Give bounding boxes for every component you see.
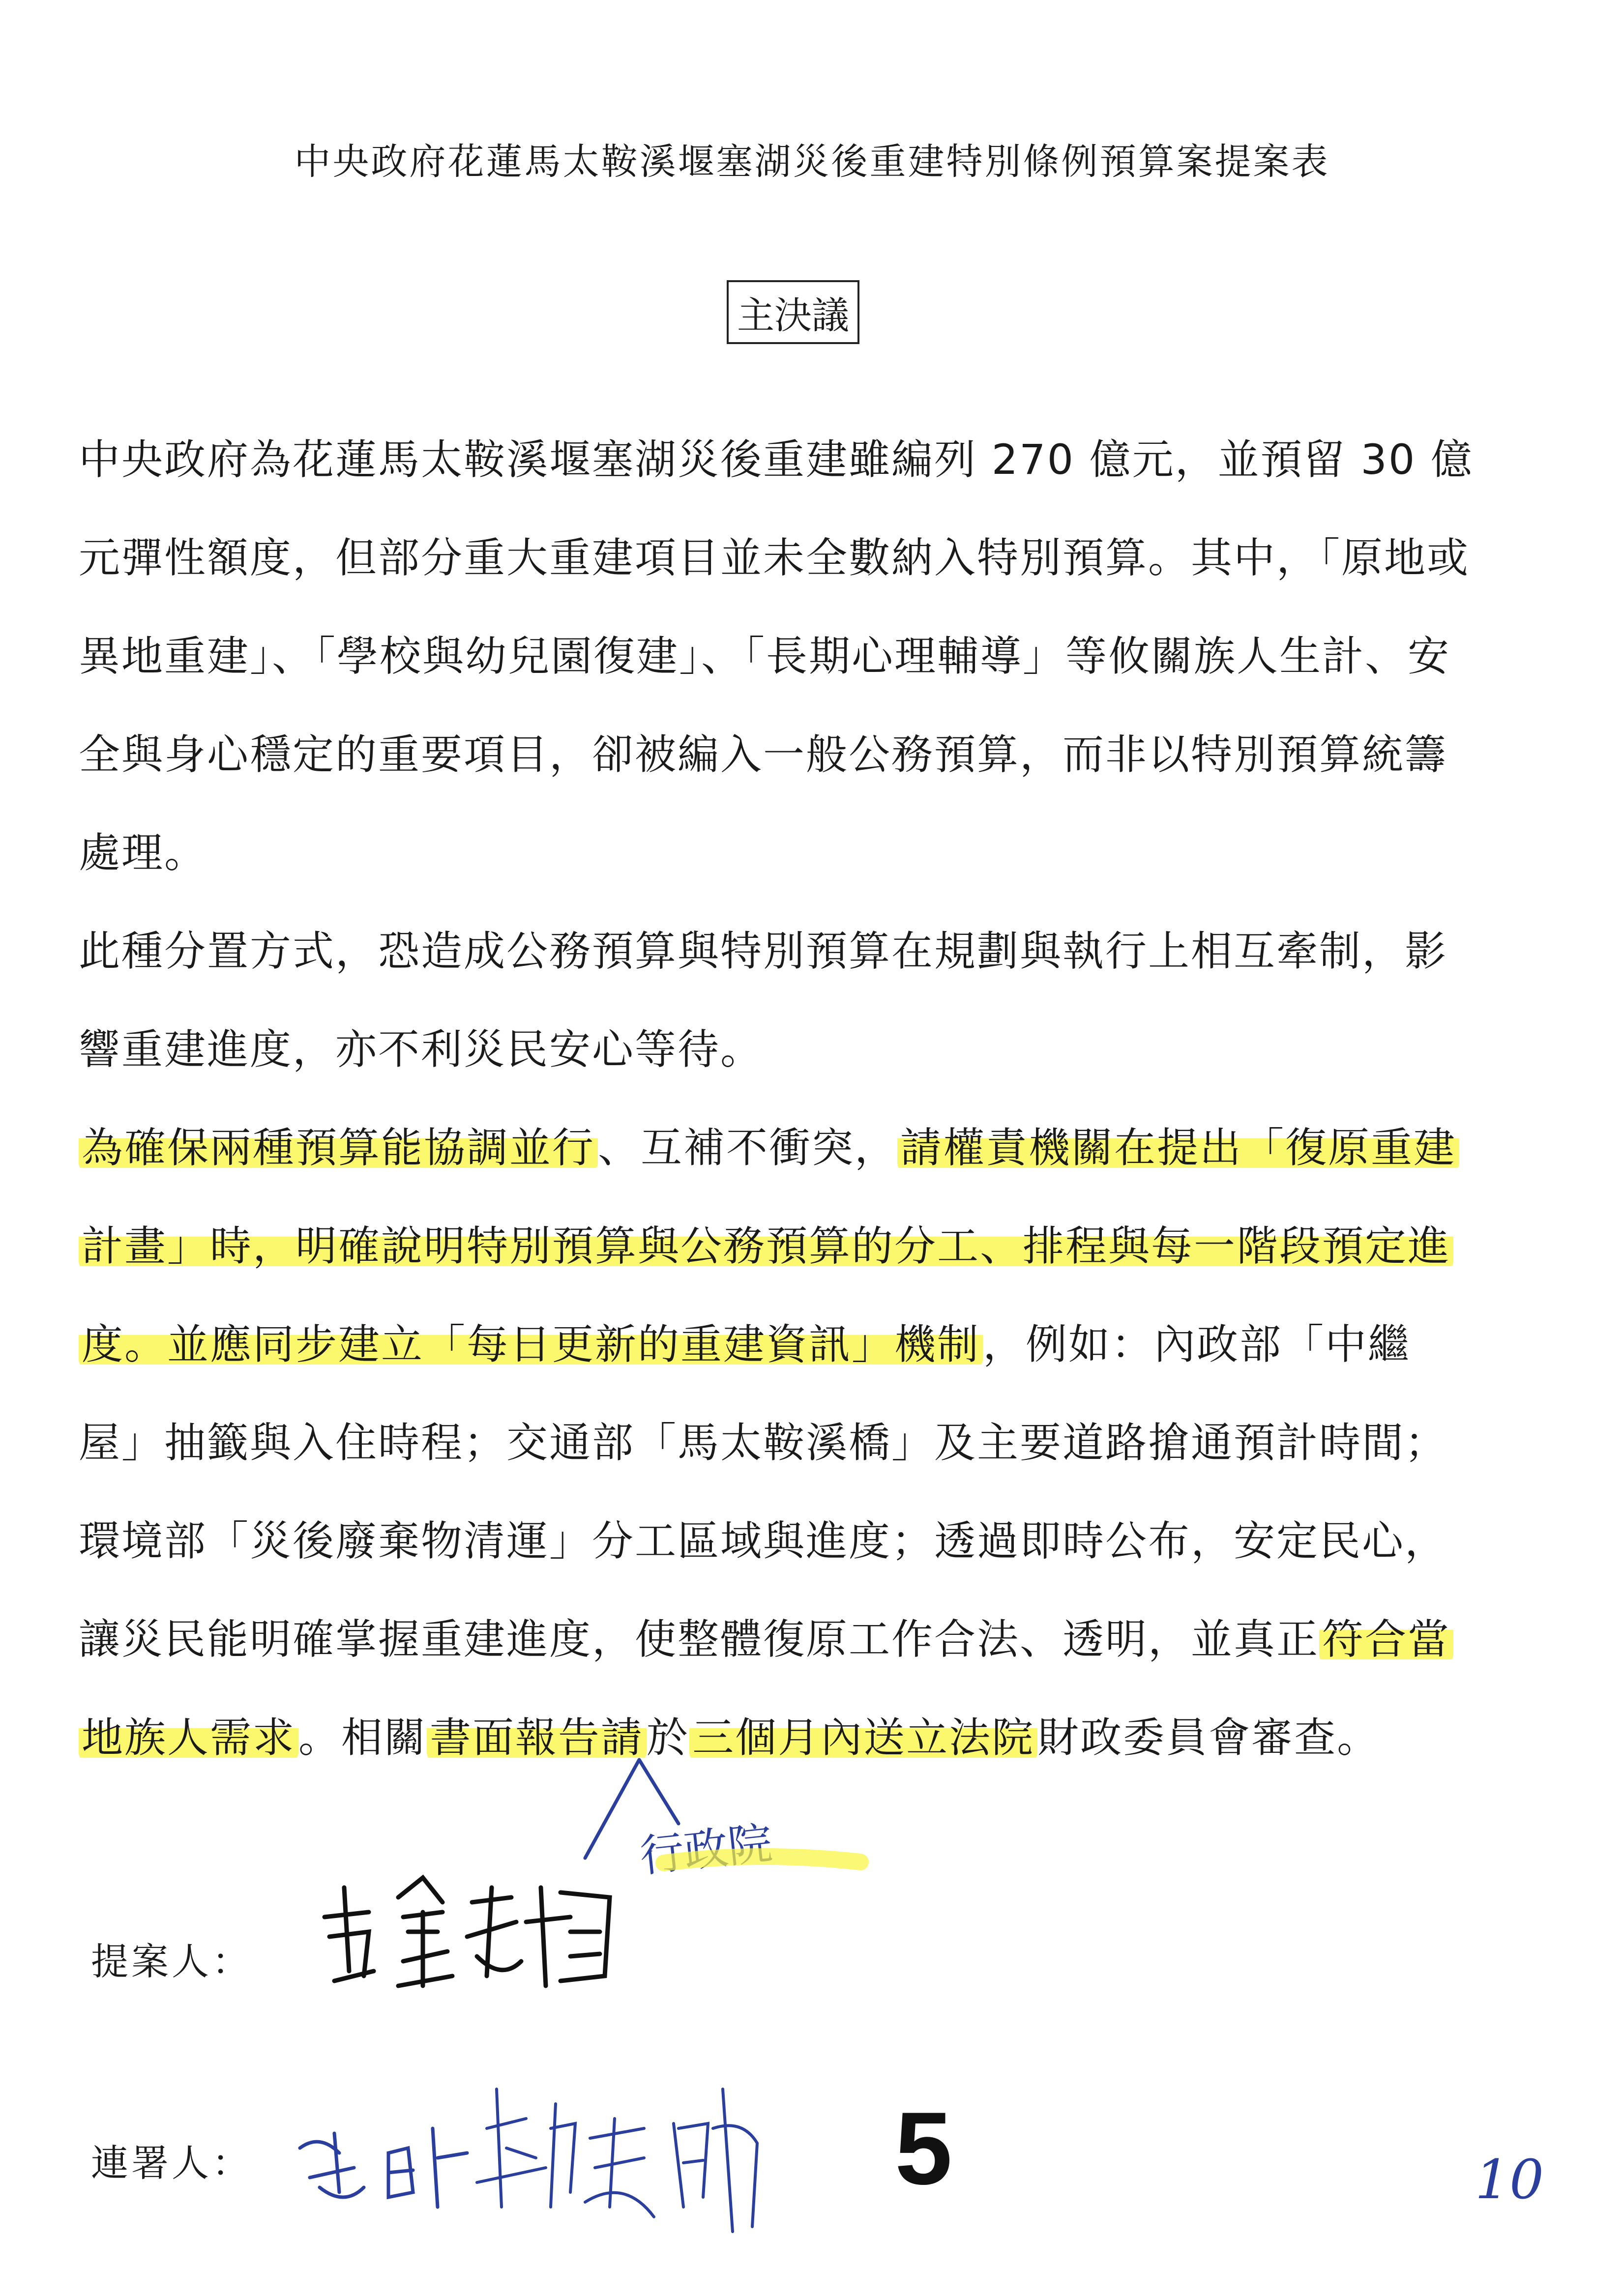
- paragraph-line: [79, 1121, 1459, 1175]
- highlighted-text: 計畫」時，明確說明特別預算與公務預算的分工、排程與每一階段預定進: [79, 1222, 1453, 1270]
- paragraph-line: [79, 1317, 1411, 1371]
- highlighted-text: 為確保兩種預算能協調並行: [79, 1124, 598, 1172]
- highlighted-text: 符合當: [1319, 1615, 1453, 1663]
- paragraph-line: 此種分置方式，恐造成公務預算與特別預算在規劃與執行上相互牽制，影: [79, 927, 1448, 975]
- plain-text: 、互補不衝突，: [598, 1124, 898, 1172]
- highlighted-text: 度。並應同步建立「每日更新的重建資訊」機制: [79, 1320, 983, 1368]
- section-label: 主決議: [737, 293, 849, 337]
- paragraph-line: [79, 1219, 1453, 1273]
- corner-number: 10: [1475, 2148, 1544, 2211]
- paragraph-line: 全與身心穩定的重要項目，卻被編入一般公務預算，而非以特別預算統籌: [79, 730, 1448, 779]
- proposer-label: 提案人：: [91, 1940, 252, 1983]
- plain-text: ，例如：內政部「中繼: [983, 1320, 1411, 1368]
- section-label-box: [727, 280, 859, 344]
- plain-text: 於: [647, 1714, 690, 1762]
- document-title: 中央政府花蓮馬太鞍溪堰塞湖災後重建特別條例預算案提案表: [294, 141, 1330, 183]
- paragraph-line: 處理。: [79, 829, 207, 877]
- paragraph-line: 環境部「災後廢棄物清運」分工區域與進度；透過即時公布，安定民心，: [79, 1517, 1448, 1565]
- paragraph-line: 屋」抽籤與入住時程；交通部「馬太鞍溪橋」及主要道路搶通預計時間；: [79, 1419, 1448, 1467]
- highlighted-text: 三個月內送立法院: [689, 1714, 1037, 1762]
- handwritten-insert-note: 行政院: [637, 1817, 775, 1883]
- highlighted-text: 地族人需求: [79, 1714, 298, 1762]
- paragraph-line: [79, 1711, 1380, 1765]
- paragraph-line: [79, 1612, 1453, 1666]
- cosigner-label: 連署人：: [91, 2141, 252, 2185]
- proposer-signature: [315, 1858, 620, 2005]
- cosigner-signature: [290, 2030, 782, 2237]
- paragraph-line: 中央政府為花蓮馬太鞍溪堰塞湖災後重建雖編列 270 億元，並預留 30 億: [79, 436, 1474, 484]
- paragraph-line: 響重建進度，亦不利災民安心等待。: [79, 1025, 764, 1074]
- plain-text: 。相關: [298, 1714, 427, 1762]
- plain-text: 讓災民能明確掌握重建進度，使整體復原工作合法、透明，並真正: [79, 1615, 1320, 1663]
- handwritten-underline-highlight: [659, 1848, 865, 1878]
- page-number: 5: [895, 2091, 952, 2206]
- highlighted-text: 請權責機關在提出「復原重建: [897, 1124, 1459, 1172]
- paragraph-line: 元彈性額度，但部分重大重建項目並未全數納入特別預算。其中，「原地或: [79, 534, 1470, 582]
- plain-text: 財政委員會審查。: [1037, 1714, 1380, 1762]
- paragraph-line: 異地重建」、「學校與幼兒園復建」、「長期心理輔導」等攸關族人生計、安: [79, 632, 1451, 680]
- highlighted-text: 書面報告請: [427, 1714, 647, 1762]
